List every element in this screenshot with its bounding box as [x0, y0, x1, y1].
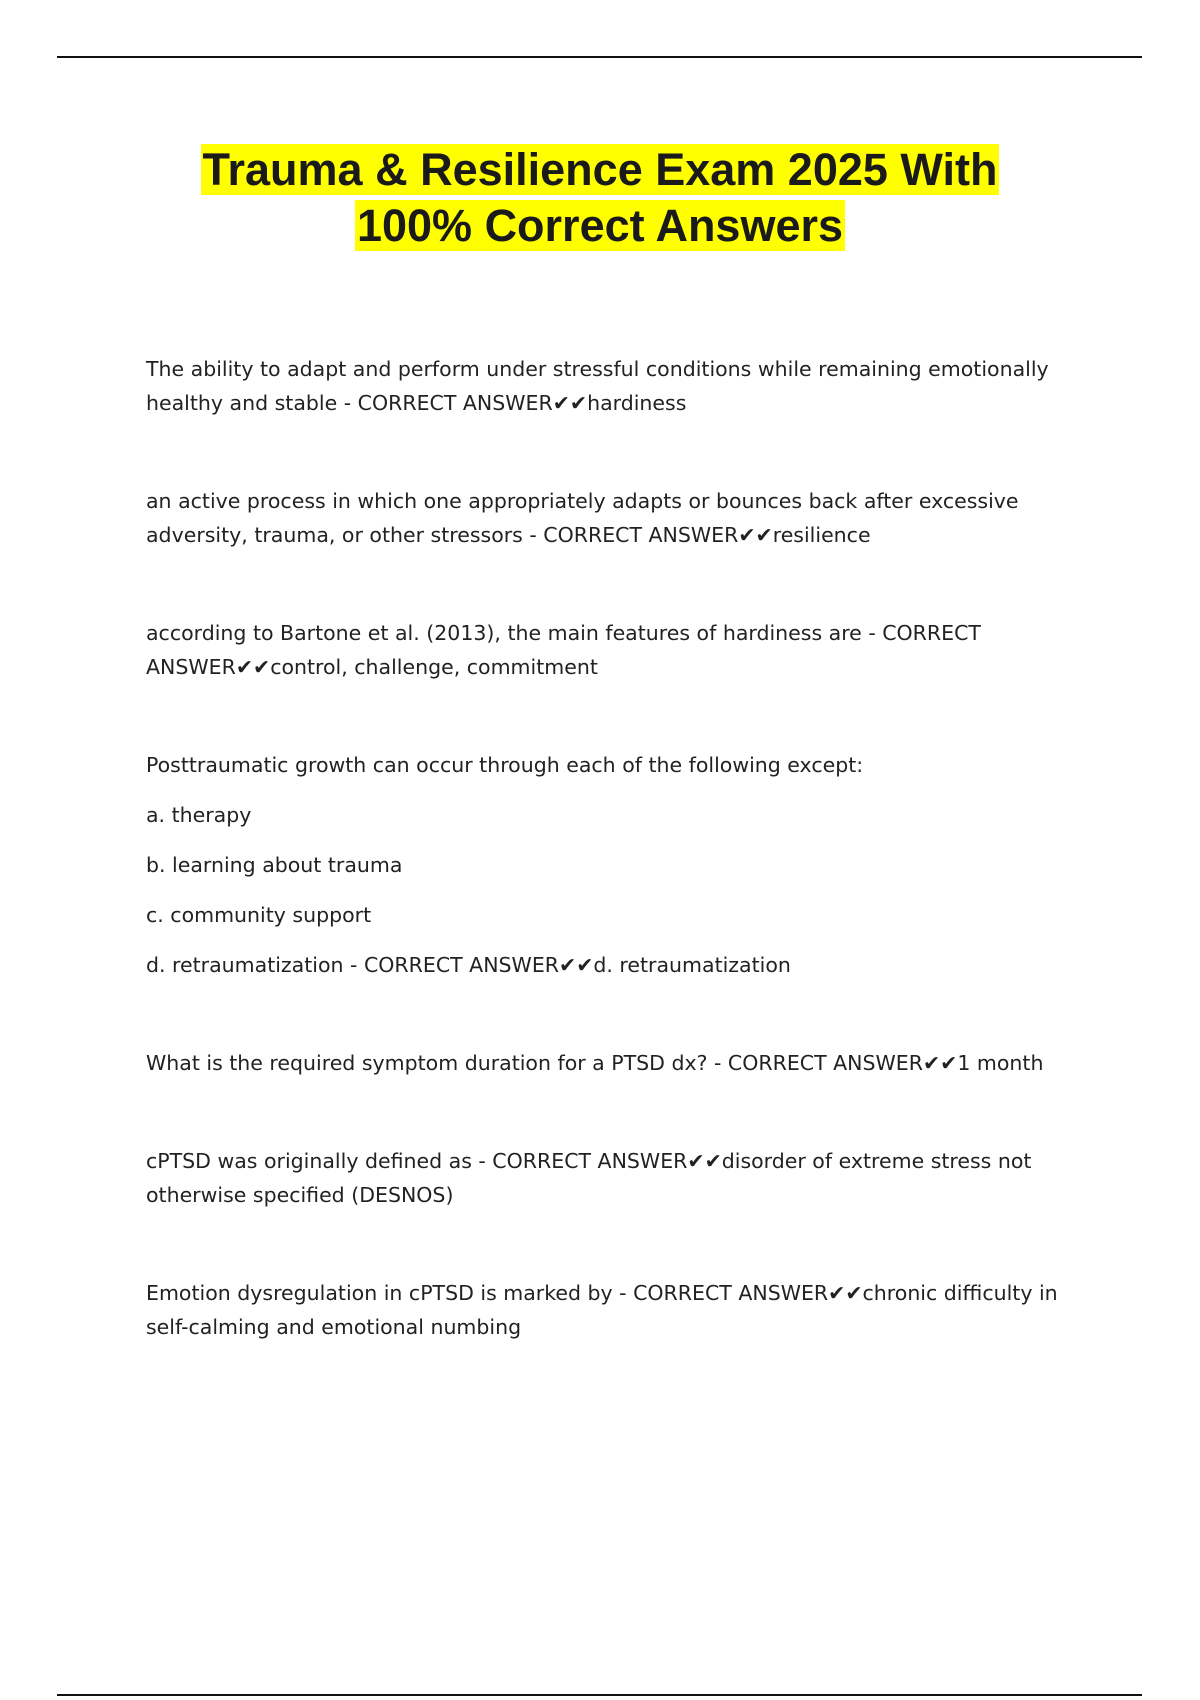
qa-item-posttraumatic-growth	[146, 748, 1096, 982]
qa-item-resilience: an active process in which one appropriately adapts or bounces back after excessive adversity, trauma, or other stressors - CORRECT ANSWER✔✔resilience	[146, 489, 1019, 547]
qa-item-hardiness: The ability to adapt and perform under stressful conditions while remaining emotionally healthy and stable - CORRECT ANSWER✔✔hardiness	[146, 357, 1049, 415]
qa-list	[146, 352, 1096, 1344]
question-text: Posttraumatic growth can occur through each of the following except:	[146, 753, 864, 777]
option-a: a. therapy	[146, 803, 252, 827]
qa-item-hardiness-features: according to Bartone et al. (2013), the main features of hardiness are - CORRECT ANSWER✔✔control, challenge, commitment	[146, 621, 981, 679]
page-title	[0, 142, 1200, 254]
option-d: d. retraumatization - CORRECT ANSWER✔✔d. retraumatization	[146, 953, 791, 977]
header-rule	[57, 56, 1142, 58]
title-line-2: 100% Correct Answers	[356, 200, 844, 251]
footer-rule	[57, 1694, 1142, 1696]
qa-item-cptsd-definition: cPTSD was originally defined as - CORRECT ANSWER✔✔disorder of extreme stress not otherwise specified (DESNOS)	[146, 1149, 1032, 1207]
qa-item-ptsd-duration: What is the required symptom duration for a PTSD dx? - CORRECT ANSWER✔✔1 month	[146, 1051, 1044, 1075]
title-line-1: Trauma & Resilience Exam 2025 With	[202, 144, 998, 195]
option-b: b. learning about trauma	[146, 853, 403, 877]
qa-item-emotion-dysregulation: Emotion dysregulation in cPTSD is marked by - CORRECT ANSWER✔✔chronic difficulty in self-calming and emotional numbing	[146, 1281, 1058, 1339]
option-c: c. community support	[146, 903, 372, 927]
